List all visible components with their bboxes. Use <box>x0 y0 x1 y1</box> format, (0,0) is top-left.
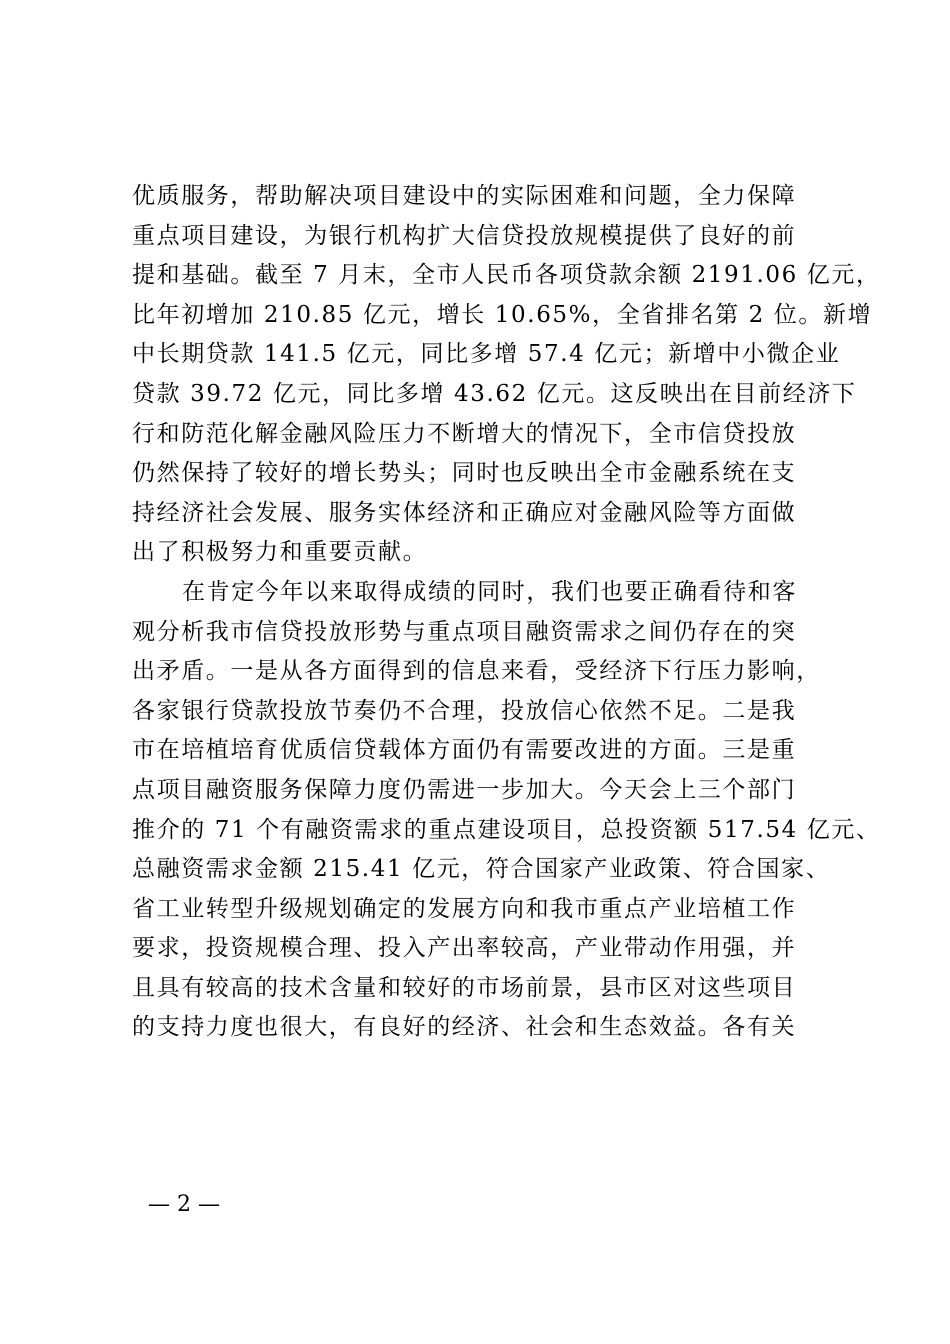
text-line: 仍然保持了较好的增长势头；同时也反映出全市金融系统在支 <box>132 460 797 487</box>
text-line: 省工业转型升级规划确定的发展方向和我市重点产业培植工作 <box>132 895 797 922</box>
text-line: 要求，投资规模合理、投入产出率较高，产业带动作用强，并 <box>132 935 797 962</box>
text-line: 且具有较高的技术含量和较好的市场前景，县市区对这些项目 <box>132 974 797 1001</box>
text-line: 总融资需求金额 215.41 亿元，符合国家产业政策、符合国家、 <box>132 856 831 883</box>
text-line: 优质服务，帮助解决项目建设中的实际困难和问题，全力保障 <box>132 183 797 209</box>
text-line: 中长期贷款 141.5 亿元，同比多增 57.4 亿元；新增中小微企业 <box>132 341 841 368</box>
text-line: 提和基础。截至 7 月末，全市人民币各项贷款余额 2191.06 亿元， <box>132 262 881 289</box>
text-line: 的支持力度也很大，有良好的经济、社会和生态效益。各有关 <box>132 1014 797 1041</box>
text-line: 贷款 39.72 亿元，同比多增 43.62 亿元。这反映出在目前经济下 <box>132 380 857 407</box>
text-line: 点项目融资服务保障力度仍需进一步加大。今天会上三个部门 <box>132 776 797 803</box>
text-line: 各家银行贷款投放节奏仍不合理，投放信心依然不足。二是我 <box>132 697 797 724</box>
page-number: — 2 — <box>148 1192 220 1217</box>
text-line: 行和防范化解金融风险压力不断增大的情况下，全市信贷投放 <box>132 420 797 447</box>
paragraph-start-line: 在肯定今年以来取得成绩的同时，我们也要正确看待和客 <box>182 578 797 605</box>
text-line: 重点项目建设，为银行机构扩大信贷投放规模提供了良好的前 <box>132 222 797 249</box>
text-line: 出矛盾。一是从各方面得到的信息来看，受经济下行压力影响， <box>132 658 821 685</box>
text-line: 推介的 71 个有融资需求的重点建设项目，总投资额 517.54 亿元、 <box>132 816 881 843</box>
text-line: 市在培植培育优质信贷载体方面仍有需要改进的方面。三是重 <box>132 737 797 764</box>
text-line: 持经济社会发展、服务实体经济和正确应对金融风险等方面做 <box>132 499 797 526</box>
text-line: 比年初增加 210.85 亿元，增长 10.65%，全省排名第 2 位。新增 <box>132 301 873 328</box>
text-line: 观分析我市信贷投放形势与重点项目融资需求之间仍存在的突 <box>132 618 797 645</box>
text-line: 出了积极努力和重要贡献。 <box>132 539 428 566</box>
body-text <box>132 177 881 1048</box>
